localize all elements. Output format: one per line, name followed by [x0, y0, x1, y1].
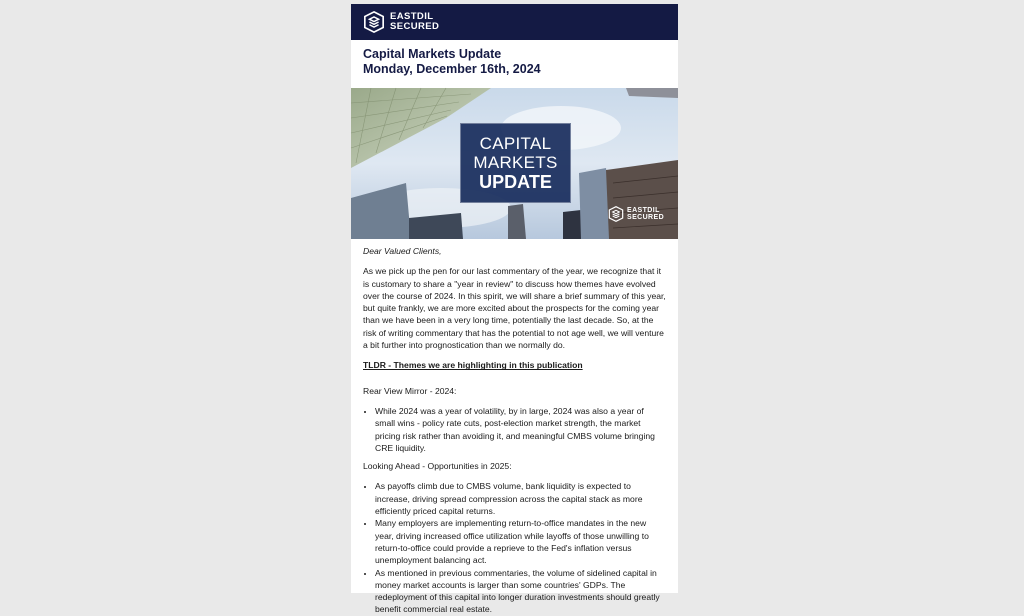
intro-paragraph: As we pick up the pen for our last commentary of the year, we recognize that it is customary to share a "year in review" to discuss how themes have evolved over the course of 2024. In this spirit, we will share a brief summary of this year, but quite frankly, we are more excited about the prospects for the coming year than we have been in a very long time, potentially the last decade. So, at the risk of writing commentary that has the potential to not age well, we will venture a bit further into prognostication than we normally do. — [363, 266, 666, 351]
list-item: • As payoffs climb due to CMBS volume, bank liquidity is expected to increase, driving spread compression across the capital stack as more efficiently priced capital returns. — [375, 480, 666, 517]
logo-line-1: EASTDIL — [390, 11, 434, 22]
greeting: Dear Valued Clients, — [363, 246, 442, 256]
eastdil-logo[interactable] — [363, 11, 439, 33]
hero-logo — [608, 206, 664, 222]
email-title: Capital Markets Update — [363, 47, 502, 61]
logo-wordmark — [390, 12, 439, 32]
hero-logo-wordmark — [627, 207, 664, 222]
hero-title-card — [460, 123, 571, 203]
eastdil-shield-icon — [608, 206, 624, 222]
looking-ahead-list — [363, 480, 666, 615]
list-item: • While 2024 was a year of volatility, by in large, 2024 was also a year of small wins - policy rate cuts, post-election market strength, the market pricing risk rather than avoiding it, and meaningful CMBS volume bringing CRE liquidity. — [375, 405, 666, 454]
email-header-bar — [351, 4, 678, 40]
section-heading-looking-ahead: Looking Ahead - Opportunities in 2025: — [363, 461, 512, 472]
list-item: • Many employers are implementing return-to-office mandates in the new year, driving increased office utilization while layoffs of those unwilling to return-to-office could provide a reprieve to the Fed's inflation versus unemployment balancing act. — [375, 517, 666, 566]
section-heading-rear-view: Rear View Mirror - 2024: — [363, 385, 457, 396]
list-item: • As mentioned in previous commentaries, the volume of sidelined capital in money market accounts is larger than some countries' GDPs. The redeployment of this capital into longer duration investments should greatly benefit commercial real estate. — [375, 567, 666, 616]
rear-view-list — [363, 405, 666, 454]
tldr-heading: TLDR - Themes we are highlighting in this publication — [363, 360, 583, 371]
email-container — [351, 4, 678, 615]
hero-line-1: CAPITAL — [479, 134, 552, 153]
hero-banner — [351, 88, 678, 239]
eastdil-shield-icon — [363, 11, 385, 33]
hero-logo-line-1: EASTDIL — [627, 206, 660, 214]
email-titles — [351, 40, 678, 88]
hero-logo-line-2: SECURED — [627, 214, 665, 221]
email-date: Monday, December 16th, 2024 — [363, 62, 541, 76]
hero-line-2: MARKETS — [473, 153, 558, 172]
email-body — [351, 239, 678, 616]
logo-line-2: SECURED — [390, 21, 440, 32]
hero-line-3: UPDATE — [479, 172, 552, 192]
